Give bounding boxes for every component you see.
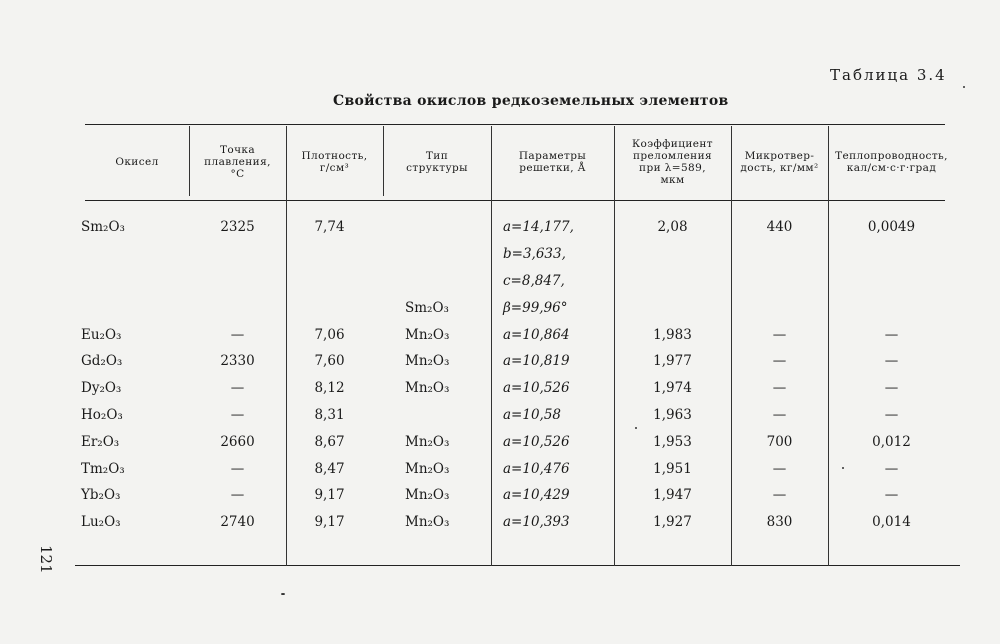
header-density: Плотность, г/см³ [301, 150, 368, 174]
lattice-cell: β=99,96° [503, 299, 568, 316]
table-row [75, 214, 955, 241]
header-refractive-index: Коэффициент преломления при λ=589, мкм [632, 138, 713, 186]
table-row [75, 268, 955, 295]
header-melting-point: Точка плавления, °C [204, 144, 271, 180]
oxide-cell: Er₂O₃ [81, 433, 120, 450]
melting-point-cell [189, 294, 286, 321]
lattice-cell: a=14,177, [503, 219, 574, 236]
oxide-cell [75, 241, 189, 268]
structure-cell: Mn₂O₃ [405, 460, 450, 477]
table-row [75, 294, 955, 321]
melting-point-cell: — [230, 326, 245, 343]
conductivity-cell: — [884, 406, 899, 423]
microhardness-cell: 440 [766, 219, 793, 236]
table-row [75, 455, 955, 482]
structure-cell: Mn₂O₃ [405, 326, 450, 343]
table-row [75, 402, 955, 429]
structure-cell [383, 241, 491, 268]
table-row [75, 428, 955, 455]
microhardness-cell: — [772, 353, 787, 370]
lattice-cell: a=10,58 [503, 406, 562, 423]
header-lattice-parameters: Параметры решетки, Å [518, 150, 587, 174]
scan-speck [842, 467, 844, 469]
conductivity-cell: — [884, 487, 899, 504]
scan-speck [963, 86, 965, 88]
microhardness-cell: — [772, 487, 787, 504]
lattice-cell: a=10,526 [503, 433, 570, 450]
conductivity-cell: 0,0049 [867, 219, 916, 236]
conductivity-cell: 0,012 [872, 433, 911, 450]
structure-cell [383, 268, 491, 295]
table-label: Таблица 3.4 [830, 66, 947, 84]
oxide-cell: Eu₂O₃ [81, 326, 122, 343]
refraction-cell: 1,953 [653, 433, 692, 450]
oxide-cell: Lu₂O₃ [81, 514, 121, 531]
table-top-rule [85, 124, 945, 125]
conductivity-cell [828, 241, 955, 268]
melting-point-cell: 2660 [220, 433, 255, 450]
density-cell: 9,17 [314, 514, 345, 531]
density-cell [286, 268, 383, 295]
oxide-cell [75, 268, 189, 295]
header-structure-type: Тип структуры [406, 150, 468, 174]
density-cell [286, 294, 383, 321]
table-row [75, 375, 955, 402]
structure-cell: Mn₂O₃ [405, 433, 450, 450]
refraction-cell [614, 294, 731, 321]
density-cell: 8,67 [314, 433, 345, 450]
melting-point-cell: 2330 [220, 353, 255, 370]
refraction-cell: 1,927 [653, 514, 692, 531]
oxide-cell: Ho₂O₃ [81, 406, 123, 423]
melting-point-cell: — [230, 460, 245, 477]
melting-point-cell: 2740 [220, 514, 255, 531]
density-cell: 8,12 [314, 380, 345, 397]
lattice-cell: c=8,847, [503, 272, 565, 289]
microhardness-cell: 830 [766, 514, 793, 531]
refraction-cell: 1,963 [653, 406, 692, 423]
melting-point-cell: — [230, 406, 245, 423]
conductivity-cell: 0,014 [872, 514, 911, 531]
lattice-cell: a=10,864 [503, 326, 570, 343]
table-row [75, 509, 955, 536]
page-number: 121 [37, 545, 55, 574]
density-cell: 7,60 [314, 353, 345, 370]
microhardness-cell: 700 [766, 433, 793, 450]
table-row [75, 241, 955, 268]
oxide-properties-table [75, 214, 955, 536]
oxide-cell: Sm₂O₃ [81, 219, 125, 236]
microhardness-cell: — [772, 326, 787, 343]
refraction-cell: 1,977 [653, 353, 692, 370]
density-cell: 7,06 [314, 326, 345, 343]
structure-cell: Mn₂O₃ [405, 514, 450, 531]
melting-point-cell [189, 268, 286, 295]
microhardness-cell: — [772, 460, 787, 477]
refraction-cell [614, 268, 731, 295]
refraction-cell: 1,947 [653, 487, 692, 504]
conductivity-cell: — [884, 380, 899, 397]
conductivity-cell: — [884, 326, 899, 343]
density-cell: 8,31 [314, 406, 345, 423]
oxide-cell: Yb₂O₃ [81, 487, 121, 504]
structure-cell: Mn₂O₃ [405, 353, 450, 370]
oxide-cell [75, 294, 189, 321]
microhardness-cell: — [772, 406, 787, 423]
table-row [75, 482, 955, 509]
lattice-cell: a=10,429 [503, 487, 570, 504]
density-cell: 7,74 [314, 219, 345, 236]
table-title: Свойства окислов редкоземельных элементов [333, 93, 729, 109]
density-cell [286, 241, 383, 268]
conductivity-cell [828, 268, 955, 295]
conductivity-cell [828, 294, 955, 321]
oxide-cell: Dy₂O₃ [81, 380, 122, 397]
melting-point-cell: — [230, 380, 245, 397]
table-row [75, 321, 955, 348]
conductivity-cell: — [884, 460, 899, 477]
lattice-cell: a=10,476 [503, 460, 570, 477]
header-microhardness: Микротвер- дость, кг/мм² [740, 150, 819, 174]
refraction-cell: 2,08 [657, 219, 688, 236]
refraction-cell: 1,951 [653, 460, 692, 477]
header-bottom-rule [85, 200, 945, 201]
microhardness-cell [731, 294, 828, 321]
melting-point-cell: — [230, 487, 245, 504]
header-thermal-conductivity: Теплопроводность, кал/см·с·г·град [835, 150, 948, 174]
lattice-cell: a=10,393 [503, 514, 570, 531]
density-cell: 9,17 [314, 487, 345, 504]
structure-cell: Mn₂O₃ [405, 380, 450, 397]
conductivity-cell: — [884, 353, 899, 370]
lattice-cell: a=10,526 [503, 380, 570, 397]
melting-point-cell: 2325 [220, 219, 255, 236]
structure-cell: Mn₂O₃ [405, 487, 450, 504]
refraction-cell: 1,974 [653, 380, 692, 397]
scan-speck [635, 427, 637, 429]
microhardness-cell: — [772, 380, 787, 397]
table-row [75, 348, 955, 375]
scan-speck [281, 593, 285, 595]
refraction-cell: 1,983 [653, 326, 692, 343]
structure-cell [383, 214, 491, 241]
microhardness-cell [731, 241, 828, 268]
structure-cell: Sm₂O₃ [405, 299, 449, 316]
melting-point-cell [189, 241, 286, 268]
lattice-cell: b=3,633, [503, 246, 566, 263]
structure-cell [383, 402, 491, 429]
lattice-cell: a=10,819 [503, 353, 570, 370]
refraction-cell [614, 241, 731, 268]
density-cell: 8,47 [314, 460, 345, 477]
header-oxide: Окисел [115, 156, 159, 168]
oxide-cell: Tm₂O₃ [81, 460, 125, 477]
microhardness-cell [731, 268, 828, 295]
oxide-cell: Gd₂O₃ [81, 353, 123, 370]
